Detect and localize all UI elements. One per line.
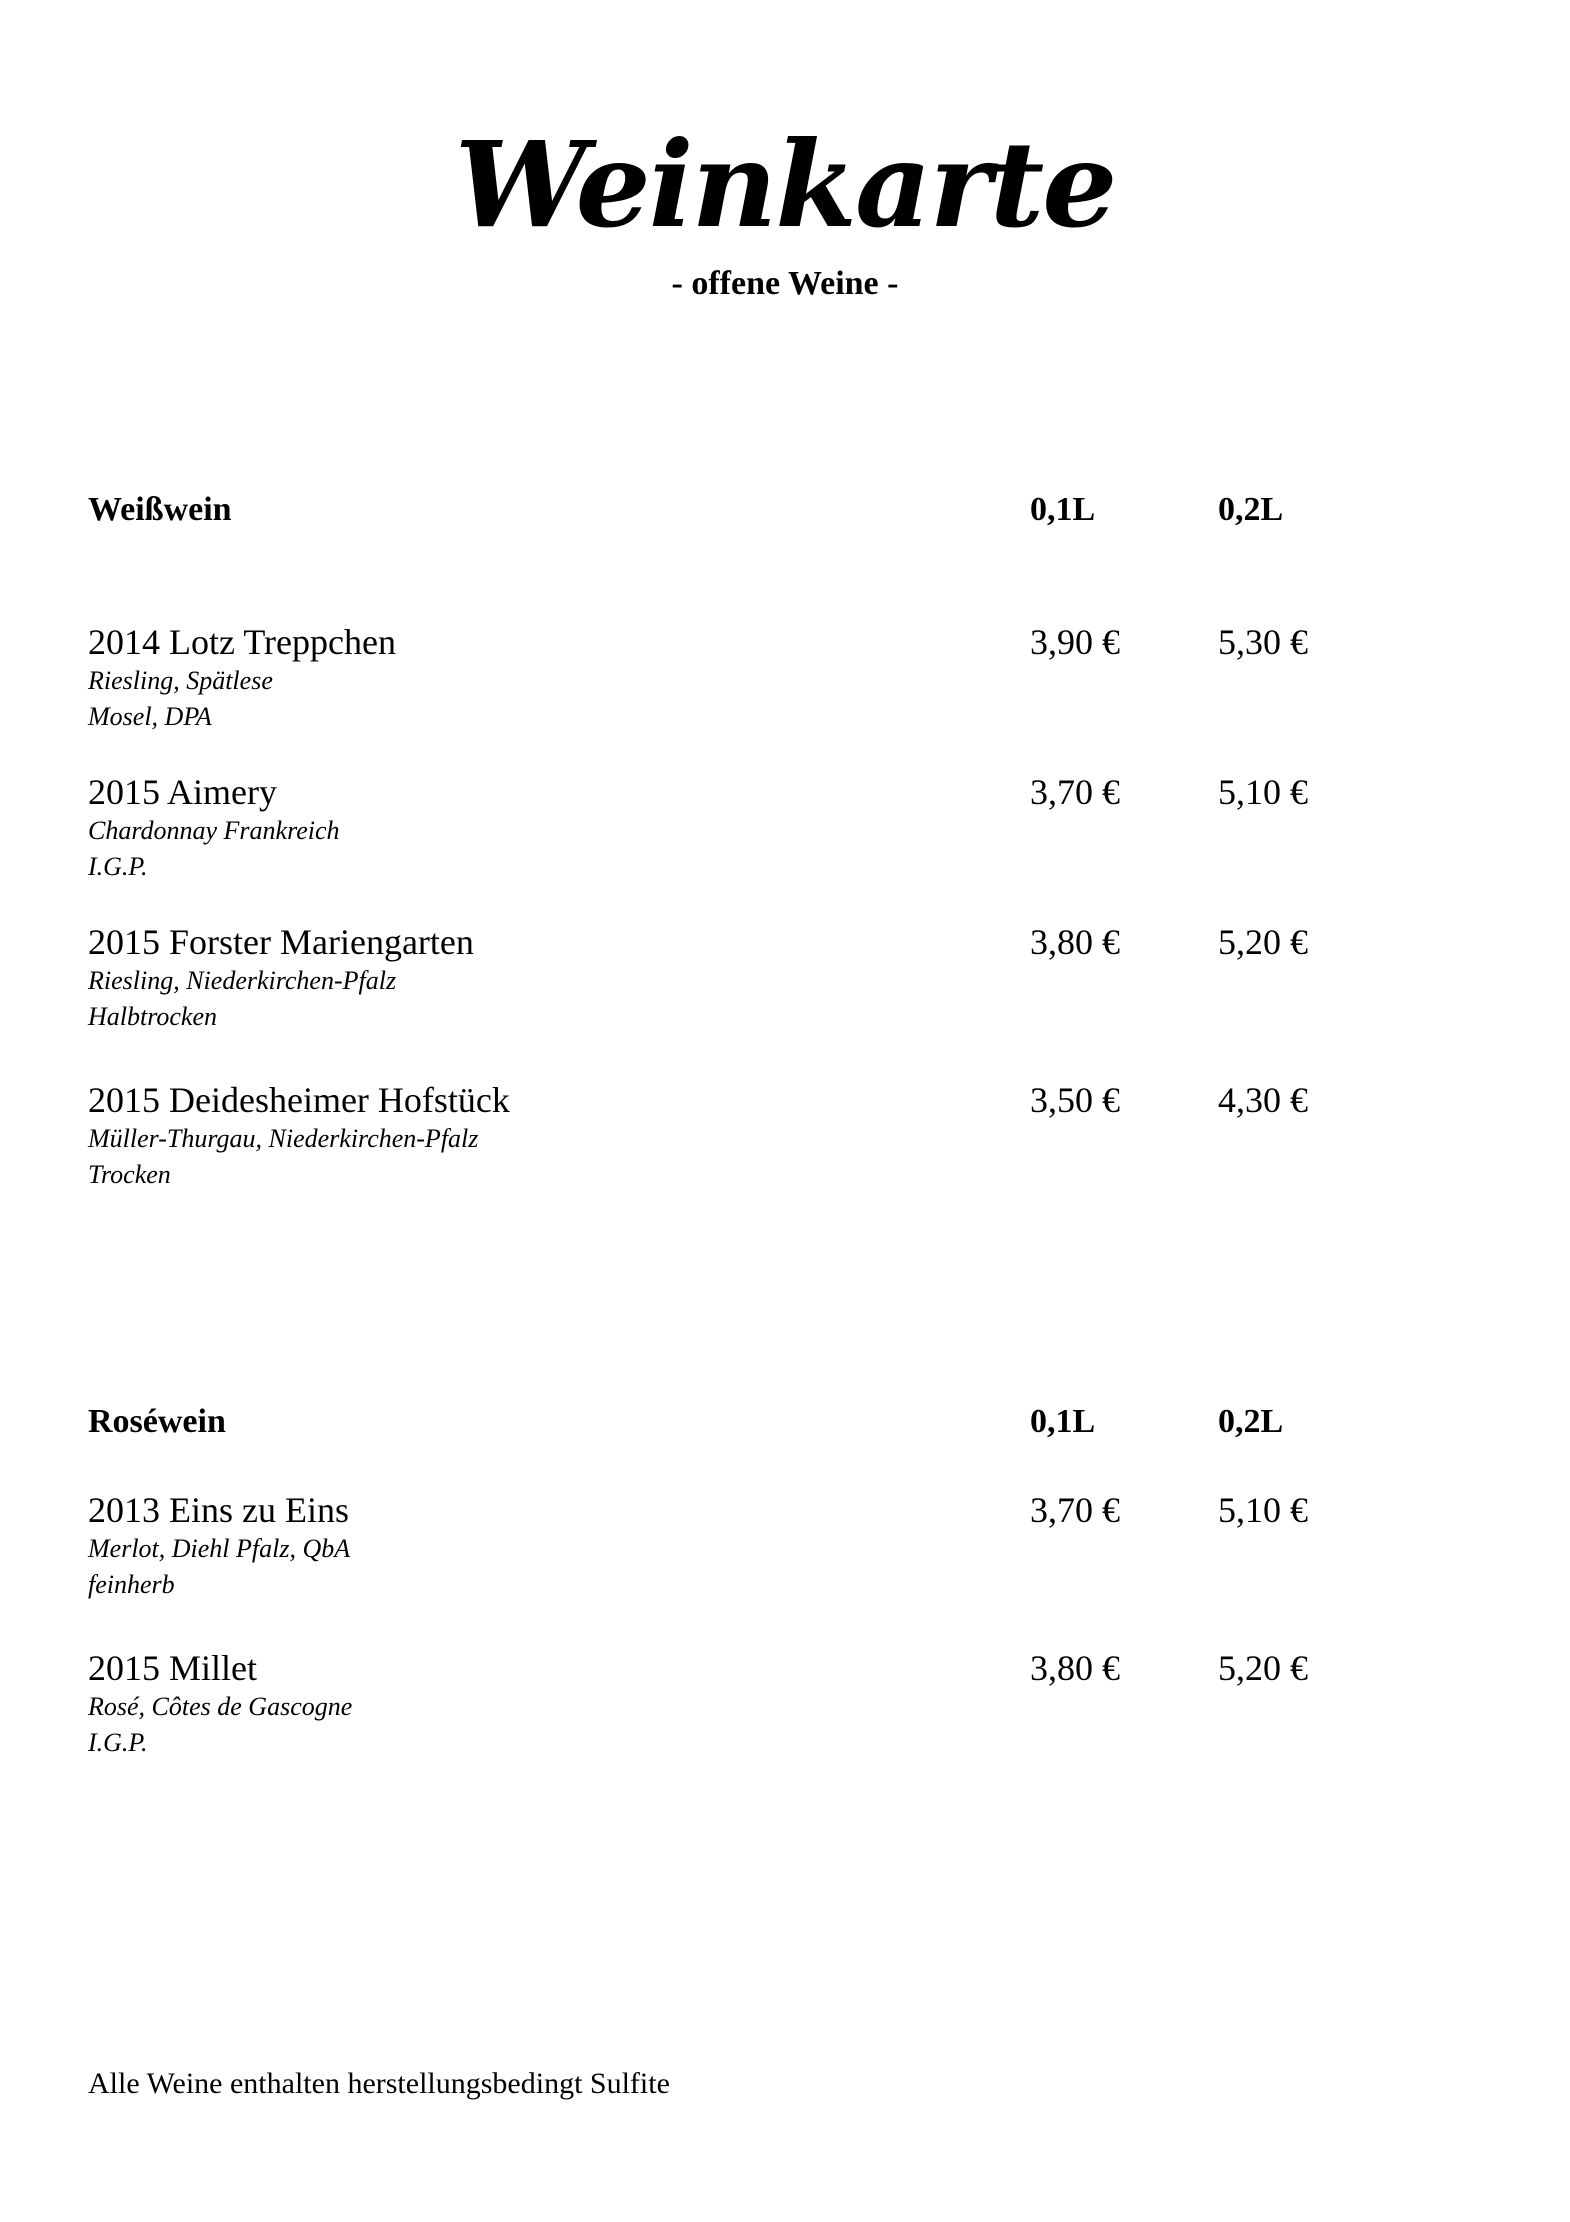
section-heading: Roséwein [88, 1403, 226, 1440]
sulfite-notice: Alle Weine enthalten herstellungsbedingt Sulfite [88, 2067, 670, 2100]
price-large-glass: 5,20 € [1218, 922, 1308, 962]
wine-grape: Riesling, Spätlese [88, 666, 273, 695]
column-header-large: 0,2L [1218, 1403, 1284, 1440]
wine-origin: Trocken [88, 1160, 171, 1189]
price-large-glass: 5,10 € [1218, 1490, 1308, 1530]
price-small-glass: 3,80 € [1030, 922, 1120, 962]
wine-name: 2015 Deidesheimer Hofstück [88, 1080, 510, 1120]
wine-item [0, 1078, 1570, 1208]
column-header-large: 0,2L [1218, 491, 1284, 528]
section-header-rosewein [0, 1400, 1570, 1444]
menu-subtitle: - offene Weine - [671, 265, 899, 302]
wine-name: 2013 Eins zu Eins [88, 1490, 349, 1530]
price-small-glass: 3,50 € [1030, 1080, 1120, 1120]
wine-item [0, 620, 1570, 750]
wine-item [0, 1488, 1570, 1618]
price-small-glass: 3,70 € [1030, 772, 1120, 812]
menu-title: Weinkarte [454, 115, 1116, 254]
price-large-glass: 5,30 € [1218, 622, 1308, 662]
wine-item [0, 920, 1570, 1050]
price-large-glass: 5,10 € [1218, 772, 1308, 812]
price-large-glass: 4,30 € [1218, 1080, 1308, 1120]
price-small-glass: 3,80 € [1030, 1648, 1120, 1688]
wine-origin: Halbtrocken [88, 1002, 217, 1031]
column-header-small: 0,1L [1030, 1403, 1096, 1440]
wine-name: 2015 Aimery [88, 772, 277, 812]
wine-origin: I.G.P. [88, 1728, 148, 1757]
wine-origin: I.G.P. [88, 852, 148, 881]
wine-grape: Chardonnay Frankreich [88, 816, 340, 845]
wine-item [0, 1646, 1570, 1776]
section-header-weisswein [0, 488, 1570, 532]
wine-name: 2015 Forster Mariengarten [88, 922, 474, 962]
wine-grape: Merlot, Diehl Pfalz, QbA [88, 1534, 351, 1563]
wine-name: 2015 Millet [88, 1648, 257, 1688]
wine-grape: Müller-Thurgau, Niederkirchen-Pfalz [88, 1124, 479, 1153]
column-header-small: 0,1L [1030, 491, 1096, 528]
price-small-glass: 3,90 € [1030, 622, 1120, 662]
wine-origin: Mosel, DPA [88, 702, 212, 731]
wine-item [0, 770, 1570, 900]
wine-origin: feinherb [88, 1570, 175, 1599]
wine-grape: Riesling, Niederkirchen-Pfalz [88, 966, 397, 995]
section-heading: Weißwein [88, 491, 232, 528]
wine-grape: Rosé, Côtes de Gascogne [88, 1692, 353, 1721]
price-large-glass: 5,20 € [1218, 1648, 1308, 1688]
wine-name: 2014 Lotz Treppchen [88, 622, 396, 662]
price-small-glass: 3,70 € [1030, 1490, 1120, 1530]
